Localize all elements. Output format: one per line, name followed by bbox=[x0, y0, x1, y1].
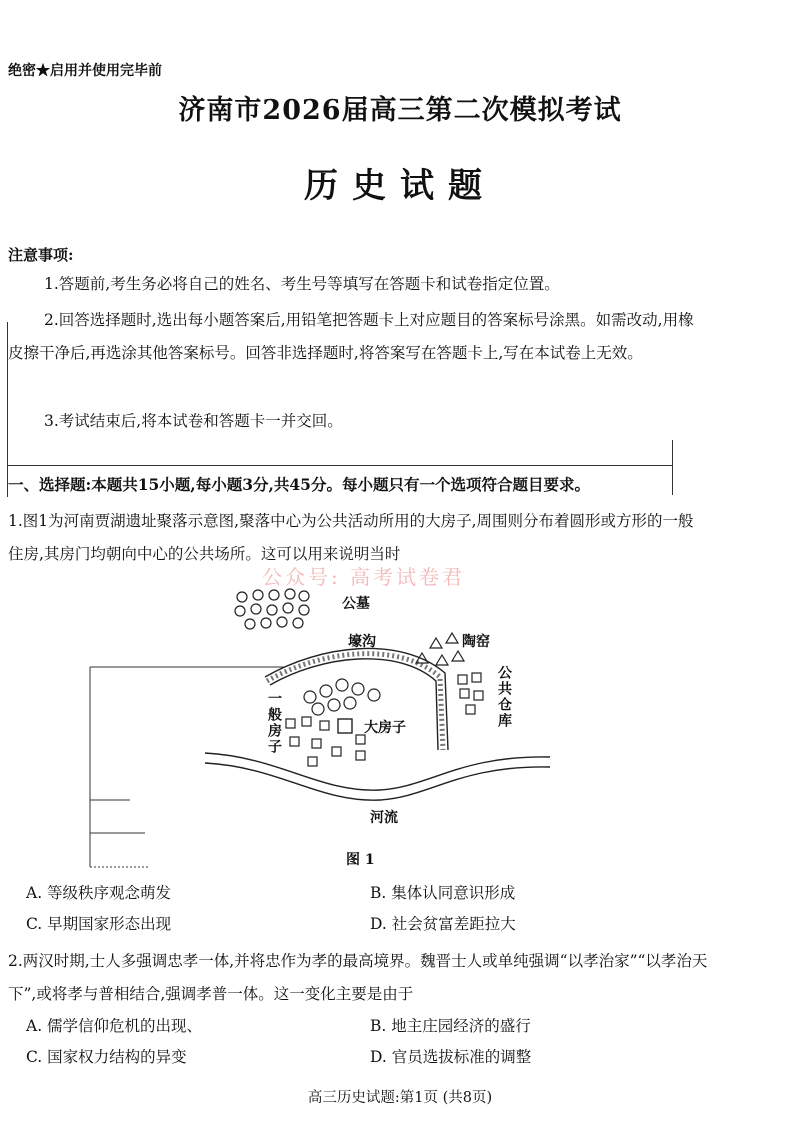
section-heading: 一、选择题:本题共15小题,每小题3分,共45分。每小题只有一个选项符合题目要求。 bbox=[8, 475, 590, 494]
page-footer: 高三历史试题:第1页 (共8页) bbox=[307, 1090, 493, 1106]
question-1-stem: 1.图1为河南贾湖遗址聚落示意图,聚落中心为公共活动所用的大房子,周围则分布着圆形或方形的一般住房,其房门均朝向中心的公共场所。这可以用来说明当时 bbox=[8, 512, 694, 563]
moat-inner bbox=[270, 659, 438, 750]
big-house bbox=[338, 719, 352, 733]
label-houses: 一般房子 bbox=[266, 691, 282, 755]
notice-item-2: 2.回答选择题时,选出每小题答案后,用铅笔把答题卡上对应题目的答案标号涂黑。如需改动,用橡皮擦干净后,再选涂其他答案标号。回答非选择题时,将答案写在答题卡上,写在本试卷上无效。 bbox=[8, 311, 694, 362]
label-tombs: 公墓 bbox=[342, 596, 370, 612]
q1-option-c: C. 早期国家形态出现 bbox=[26, 915, 172, 933]
label-warehouse: 公共仓库 bbox=[496, 665, 512, 729]
kiln-group bbox=[416, 633, 464, 665]
river-bank-lower bbox=[205, 763, 550, 800]
q2-option-c: C. 国家权力结构的异变 bbox=[26, 1048, 187, 1066]
confidential-mark: 绝密★启用并使用完毕前 bbox=[8, 63, 162, 79]
scan-line-right bbox=[672, 440, 673, 495]
tomb-group bbox=[235, 589, 309, 629]
warehouse-group bbox=[458, 673, 483, 714]
figure-caption: 图 1 bbox=[346, 852, 375, 868]
notice-heading: 注意事项: bbox=[8, 246, 74, 264]
notice-item-1: 1.答题前,考生务必将自己的姓名、考生号等填写在答题卡和试卷指定位置。 bbox=[44, 275, 560, 293]
question-2-stem: 2.两汉时期,士人多强调忠孝一体,并将忠作为孝的最高境界。魏晋士人或单纯强调“以孝治家”“以孝治天下”,或将孝与普相结合,强调孝普一体。这一变化主要是由于 bbox=[8, 952, 708, 1003]
label-moat: 壕沟 bbox=[348, 634, 376, 650]
label-river: 河流 bbox=[370, 810, 398, 826]
scan-line-section bbox=[8, 465, 672, 466]
watermark: 公众号: 高考试卷君 bbox=[262, 565, 466, 589]
q1-option-d: D. 社会贫富差距拉大 bbox=[370, 915, 516, 933]
settlement-figure bbox=[80, 585, 600, 875]
settlement-map bbox=[80, 585, 600, 875]
subject-title: 历史试题 bbox=[304, 166, 496, 206]
exam-title: 济南市2026届高三第二次模拟考试 bbox=[178, 95, 622, 126]
q1-option-a: A. 等级秩序观念萌发 bbox=[26, 884, 172, 902]
notice-item-3: 3.考试结束后,将本试卷和答题卡一并交回。 bbox=[44, 412, 343, 430]
q1-option-b: B. 集体认同意识形成 bbox=[370, 884, 516, 902]
q2-option-d: D. 官员选拔标准的调整 bbox=[370, 1048, 532, 1066]
label-big-house: 大房子 bbox=[364, 720, 406, 736]
label-kiln: 陶窑 bbox=[462, 634, 490, 650]
q2-option-a: A. 儒学信仰危机的出现、 bbox=[26, 1017, 203, 1035]
q2-option-b: B. 地主庄园经济的盛行 bbox=[370, 1017, 531, 1035]
